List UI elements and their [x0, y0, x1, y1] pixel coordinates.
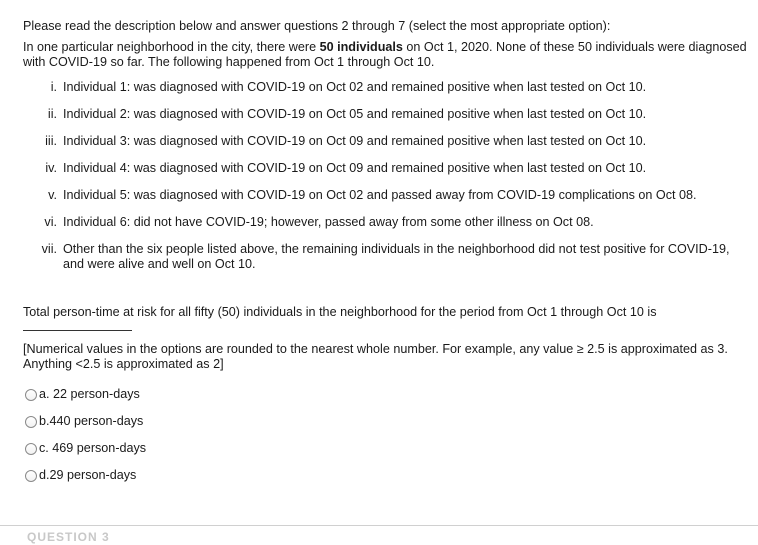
radio-button[interactable]: [25, 470, 37, 482]
radio-button[interactable]: [25, 416, 37, 428]
question-prompt: Total person-time at risk for all fifty (50) individuals in the neighborhood for the period from Oct 1 through Oct 10 is: [23, 305, 657, 319]
list-item-text: Individual 2: was diagnosed with COVID-19 on Oct 05 and remained positive when last tested on Oct 10.: [63, 107, 647, 121]
option-a[interactable]: [23, 381, 748, 408]
option-label: a. 22 person-days: [39, 387, 140, 401]
list-item: [23, 134, 748, 149]
list-item-number: vi.: [44, 215, 57, 229]
list-item-number: ii.: [47, 107, 57, 121]
option-label: b.440 person-days: [39, 414, 144, 428]
list-item: [23, 161, 748, 176]
list-item: [23, 215, 748, 230]
intro-text-end: on Oct 1, 2020. None of these 50 individuals were diagnosed with COVID-19 so far. The following happened from Oct 1 through Oct 10.: [23, 40, 747, 69]
list-item: [23, 242, 748, 272]
rounding-note: [Numerical values in the options are rounded to the nearest whole number. For example, any value ≥ 2.5 is approximated as 3. Anything <2.5 is approximated as 2]: [23, 342, 728, 371]
list-item-text: Individual 5: was diagnosed with COVID-19 on Oct 02 and passed away from COVID-19 complications on Oct 08.: [63, 188, 697, 202]
scenario-intro: [23, 40, 748, 70]
intro-text-start: In one particular neighborhood in the city, there were: [23, 40, 320, 54]
list-item: [23, 188, 748, 203]
answer-blank-line: [23, 330, 132, 331]
option-label: d.29 person-days: [39, 468, 137, 482]
radio-button[interactable]: [25, 389, 37, 401]
list-item-number: v.: [48, 188, 57, 202]
option-label: c. 469 person-days: [39, 441, 147, 455]
option-c[interactable]: [23, 435, 748, 462]
individuals-list: [23, 80, 748, 272]
intro-bold-count: 50 individuals: [319, 40, 403, 54]
radio-button[interactable]: [25, 443, 37, 455]
list-item-text: Individual 6: did not have COVID-19; however, passed away from some other illness on Oct 08.: [63, 215, 594, 229]
instructions-text: Please read the description below and answer questions 2 through 7 (select the most appropriate option):: [23, 19, 611, 33]
question-content: [23, 19, 748, 489]
list-item-number: vii.: [41, 242, 57, 256]
list-item-number: iv.: [45, 161, 57, 175]
section-divider: [0, 525, 758, 526]
list-item: [23, 80, 748, 95]
list-item-number: iii.: [45, 134, 57, 148]
option-b[interactable]: [23, 408, 748, 435]
list-item-text: Individual 1: was diagnosed with COVID-19 on Oct 02 and remained positive when last tested on Oct 10.: [63, 80, 647, 94]
list-item-text: Individual 3: was diagnosed with COVID-19 on Oct 09 and remained positive when last tested on Oct 10.: [63, 134, 647, 148]
answer-options: [23, 381, 748, 489]
list-item-text: Individual 4: was diagnosed with COVID-19 on Oct 09 and remained positive when last tested on Oct 10.: [63, 161, 647, 175]
list-item-number: i.: [50, 80, 57, 94]
list-item: [23, 107, 748, 122]
next-question-heading: QUESTION 3: [27, 530, 110, 544]
list-item-text: Other than the six people listed above, the remaining individuals in the neighborhood did not test positive for COVID-19, and were alive and well on Oct 10.: [63, 242, 730, 271]
option-d[interactable]: [23, 462, 748, 489]
